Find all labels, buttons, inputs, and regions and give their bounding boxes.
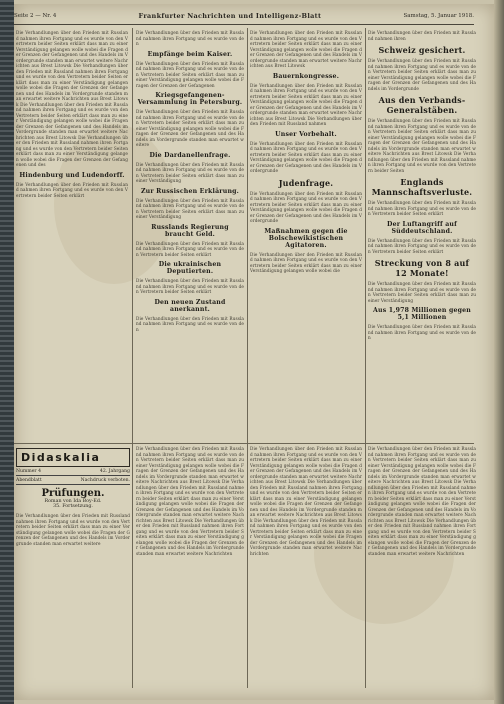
- article-heading: Die Dardanellenfrage.: [149, 151, 231, 159]
- article-heading: Aus den Verbands-Generalstäben.: [378, 95, 466, 115]
- serial-text: Die Verhandlungen über den Frieden mit Russland nahmen ihren Fortgang und es wurde von den Vertretern beider Seiten erklärt dass man zu einer Verständigung gelangen wolle wobei die Fragen der Grenzen der Gefangenen und des Handels im Vordergrunde standen man erwartet weitere Nachrichten aus Brest Litowsk Die Verhandlungen über den Frieden mit Russland nahmen ihren Fortgang und es wurde von den Vertretern beider Seiten erklärt dass man zu einer Verständigung gelangen wolle wobei die Fragen der Grenzen der Gefangenen und des Handels im Vordergrunde standen man erwartet weitere Nachrichten aus Brest Litowsk Die Verhandlungen über den Frieden mit Russland nahmen ihren Fortgang und es wurde von den Vertretern beider Seiten erklärt dass man zu einer Verständigung gelangen wolle wobei die Fragen der Grenzen der Gefangenen und des Handels im Vordergrunde standen man erwartet weitere Nachrichten: [136, 446, 244, 556]
- column-rule: [247, 28, 248, 688]
- feuilleton-number: Nummer 4: [16, 469, 41, 474]
- serial-chapter: 35. Fortsetzung.: [53, 504, 93, 509]
- article-text: Die Verhandlungen über den Frieden mit Russland nahmen ihren Fortgang und es wurde von den Vertretern beider Seiten erklärt dass man zu einer Verständigung gelangen wolle wobei die Fragen der Grenzen der Gefangenen und des Handels im Vordergrunde standen man erwartet weitere: [136, 109, 244, 147]
- article-text: Die Verhandlungen über den Frieden mit Russland nahmen ihren Fortgang und es wurde von den Vertretern beider Seiten erklärt dass man zu einer Verständigung gelangen wolle wobei die: [250, 251, 362, 273]
- article-heading: Bauernkongresse.: [272, 72, 340, 80]
- article-heading: Maßnahmen gegen die Bolschewikistischen Agitatoren.: [264, 227, 348, 249]
- article-heading: Schweiz gesichert.: [378, 45, 466, 55]
- serial-text: Die Verhandlungen über den Frieden mit Russland nahmen ihren Fortgang und es wurde von den Vertretern beider Seiten erklärt dass man zu einer Verständigung gelangen wolle wobei die Fragen der Grenzen der Gefangenen und des Handels im Vordergrunde standen man erwartet weitere Nachrichten aus Brest Litowsk Die Verhandlungen über den Frieden mit Russland nahmen ihren Fortgang und es wurde von den Vertretern beider Seiten erklärt dass man zu einer Verständigung gelangen wolle wobei die Fragen der Grenzen der Gefangenen und des Handels im Vordergrunde standen man erwartet weitere Nachrichten aus Brest Litowsk Die Verhandlungen über den Frieden mit Russland nahmen ihren Fortgang und es wurde von den Vertretern beider Seiten erklärt dass man zu einer Verständigung gelangen wolle wobei die Fragen der Grenzen der Gefangenen und des Handels im Vordergrunde standen man erwartet weitere Nachrichten: [368, 446, 476, 556]
- article-text: Die Verhandlungen über den Frieden mit Russland nahmen ihren Fortgang und es wurde von den Vertretern beider Seiten erklärt dass man zu einer Verständigung gelangen wolle wobei die Fragen der Grenzen der Gefangenen und des Handels im Vordergrunde: [250, 140, 362, 173]
- feuilleton-rule: [14, 443, 474, 444]
- article-heading: Kriegsgefangenen-Versammlung in Petersburg.: [137, 92, 243, 106]
- serial-column-4: [368, 446, 476, 686]
- column-rule: [132, 28, 133, 688]
- page-header: [14, 8, 474, 25]
- feuilleton-section: [16, 448, 130, 688]
- article-text: Die Verhandlungen über den Frieden mit Russland nahmen ihren Fortgang und es wurde von den Vertretern beider Seiten erklärt dass man zu einer Verständigung gelangen wolle wobei die Fragen der Grenzen der Gefangenen und des Handels im Vordergrunde: [368, 58, 476, 91]
- feuilleton-masthead: Didaskalia: [16, 448, 130, 467]
- article-heading: Unser Vorbehalt.: [275, 130, 337, 138]
- serial-column-3: [250, 446, 362, 686]
- serial-column-2: [136, 446, 244, 686]
- article-text: Die Verhandlungen über den Frieden mit Russland nahmen ihren Fortgang und es wurde von den Vertretern beider Seiten erklärt: [136, 278, 244, 294]
- article-text: Die Verhandlungen über den Frieden mit Russland nahmen ihren Fortgang und es wurde von den Vertretern beider Seiten erklärt: [368, 237, 476, 254]
- feuilleton-meta: [16, 469, 130, 476]
- serial-text: Die Verhandlungen über den Frieden mit Russland nahmen ihren Fortgang und es wurde von den Vertretern beider Seiten erklärt dass man zu einer Verständigung gelangen wolle wobei die Fragen der Grenzen der Gefangenen und des Handels im Vordergrunde standen man erwartet weitere Nachrichten aus Brest Litowsk Die Verhandlungen über den Frieden mit Russland nahmen ihren Fortgang und es wurde von den Vertretern beider Seiten erklärt dass man zu einer Verständigung gelangen wolle wobei die Fragen der Grenzen der Gefangenen und des Handels im Vordergrunde standen man erwartet weitere Nachrichten aus Brest Litowsk Die Verhandlungen über den Frieden mit Russland nahmen ihren Fortgang und es wurde von den Vertretern beider Seiten erklärt dass man zu einer Verständigung gelangen wolle wobei die Fragen der Grenzen der Gefangenen und des Handels im Vordergrunde standen man erwartet weitere Nachrichten: [250, 446, 362, 556]
- column-4: [368, 30, 476, 440]
- article-heading: Empfänge beim Kaiser.: [147, 50, 233, 58]
- article-heading: Zur Russischen Erklärung.: [140, 187, 240, 195]
- article-text: Die Verhandlungen über den Frieden mit Russland nahmen ihren Fortgang und es wurde von den Vertretern beider Seiten erklärt dass man zu einer Verständigung gelangen wolle wobei die Fragen der Grenzen der Gefangenen und des Handels im Vordergrunde standen man erwartet weitere Nachrichten aus Brest Litowsk: [250, 30, 362, 68]
- article-text: Die Verhandlungen über den Frieden mit Russland nahmen ihren Fortgang und es wurde von den Vertretern beider Seiten erklärt dass man zu einer Verständigung gelangen wolle wobei die Fragen der Grenzen der Gefangenen und des Handels im Vordergrunde standen man erwartet weitere Nachrichten aus Brest Litowsk Die Verhandlungen über den Frieden mit Russland nahmen: [250, 82, 362, 126]
- feuilleton-copyright: Nachdruck verboten.: [80, 478, 130, 483]
- serial-text: Die Verhandlungen über den Frieden mit Russland nahmen ihren Fortgang und es wurde von den Vertretern beider Seiten erklärt dass man zu einer Verständigung gelangen wolle wobei die Fragen der Grenzen der Gefangenen und des Handels im Vordergrunde standen man erwartet weitere: [16, 513, 130, 546]
- article-text: Die Verhandlungen über den Frieden mit Russland nahmen ihren Fortgang und es wurde von den Vertretern beider Seiten erklärt dass man zu einer Verständigung gelangen wolle wobei die Fragen der Grenzen der Gefangenen und des Handels im Vordergrunde standen man erwartet weitere Nachrichten aus Brest Litowsk Die Verhandlungen über den Frieden mit Russland nahmen ihren Fortgang und es wurde von den Vertretern beider Seiten erklärt dass man zu einer Verständigung gelangen wolle wobei die Fragen der Grenzen der Gefangenen und des Handels im Vordergrunde standen man erwartet weitere Nachrichten aus Brest Litowsk Die Verhandlungen über den Frieden mit Russland nahmen ihren Fortgang und es wurde von den Vertretern beider Seiten erklärt dass man zu einer Verständigung gelangen wolle wobei die Fragen der Grenzen der Gefangenen und des Handels im Vordergrunde standen man erwartet weitere Nachrichten aus Brest Litowsk Die Verhandlungen über den Frieden mit Russland nahmen ihren Fortgang und es wurde von den Vertretern beider Seiten erklärt dass man zu einer Verständigung gelangen wolle wobei die Fragen der Grenzen der Gefangenen und des: [16, 30, 128, 167]
- article-heading: Die ukrainischen Deputierten.: [158, 261, 222, 275]
- article-text: Die Verhandlungen über den Frieden mit Russland nahmen ihren Fortgang und es wurde von den Vertretern beider Seiten erklärt: [16, 181, 128, 198]
- header-page-number: Seite 2 — Nr. 4: [14, 13, 57, 19]
- page-edge: [494, 0, 504, 704]
- book-binding: [0, 0, 14, 704]
- article-text: Die Verhandlungen über den Frieden mit Russland nahmen ihren Fortgang und es wurde von den Vertretern beider Seiten erklärt dass man zu einer Verständigung gelangen wolle wobei die Fragen der Grenzen der Gefangenen: [136, 60, 244, 88]
- header-date: Samstag, 5. Januar 1918.: [403, 13, 474, 19]
- article-heading: Judenfrage.: [278, 177, 334, 188]
- article-heading: Russlands Regierung braucht Geld.: [151, 223, 229, 238]
- column-2: [136, 30, 244, 440]
- article-text: Die Verhandlungen über den Frieden mit Russland nahmen ihren Fortgang und es wurde von den Vertretern beider Seiten erklärt dass man zu einer Verständigung: [136, 197, 244, 219]
- column-3: [250, 30, 362, 440]
- serial-author: Roman von Ida Boy-Ed.: [44, 499, 102, 504]
- article-text: Die Verhandlungen über den Frieden mit Russland nahmen ihren Fortgang und es wurde von den: [136, 315, 244, 332]
- article-text: Die Verhandlungen über den Frieden mit Russland nahmen ihren Fortgang und es wurde von den Vertretern beider Seiten erklärt dass man zu einer Verständigung gelangen wolle wobei die Fragen der Grenzen der Gefangenen und des Handels im Vordergrunde: [250, 190, 362, 223]
- column-1: [16, 30, 128, 440]
- article-heading: Englands Mannschaftsverluste.: [371, 177, 473, 197]
- feuilleton-year: 42. Jahrgang: [99, 469, 130, 474]
- article-text: Die Verhandlungen über den Frieden mit Russland nahmen ihren Fortgang und es wurde von den Vertretern beider Seiten erklärt dass man zu einer Verständigung gelangen wolle wobei die Fragen der Grenzen der Gefangenen und des Handels im Vordergrunde standen man erwartet weitere Nachrichten aus Brest Litowsk Die Verhandlungen über den Frieden mit Russland nahmen ihren Fortgang und es wurde von den Vertretern beider Seiten: [368, 118, 476, 173]
- newspaper-title: Frankfurter Nachrichten und Intelligenz-Blatt: [138, 12, 322, 20]
- article-text: Die Verhandlungen über den Frieden mit Russland nahmen ihren Fortgang und es wurde von den Vertretern beider Seiten erklärt: [136, 240, 244, 257]
- serial-title: Prüfungen.: [41, 488, 105, 499]
- article-heading: Den neuen Zustand anerkannt.: [154, 298, 226, 313]
- article-heading: Hindenburg und Ludendorff.: [19, 171, 125, 179]
- article-heading: Streckung von 8 auf 12 Monate!: [374, 258, 470, 278]
- article-heading: Der Luftangriff auf Süddeutschland.: [387, 220, 457, 235]
- article-text: Die Verhandlungen über den Frieden mit Russland nahmen ihren Fortgang und es wurde von den: [368, 324, 476, 340]
- article-text: Die Verhandlungen über den Frieden mit Russland nahmen ihren Fortgang und es wurde von den Vertretern beider Seiten erklärt dass man zu einer Verständigung: [136, 161, 244, 183]
- article-text: Die Verhandlungen über den Frieden mit Russland nahmen ihren: [368, 30, 476, 41]
- feuilleton-edition: Abendblatt: [16, 478, 42, 483]
- article-text: Die Verhandlungen über den Frieden mit Russland nahmen ihren Fortgang und es wurde von den: [136, 30, 244, 46]
- feuilleton-meta-2: [16, 478, 130, 485]
- article-text: Die Verhandlungen über den Frieden mit Russland nahmen ihren Fortgang und es wurde von den Vertretern beider Seiten erklärt: [368, 200, 476, 216]
- article-heading: Aus 1,978 Millionen gegen 5,1 Millionen: [373, 307, 471, 321]
- column-rule: [365, 28, 366, 688]
- article-text: Die Verhandlungen über den Frieden mit Russland nahmen ihren Fortgang und es wurde von den Vertretern beider Seiten erklärt dass man zu einer Verständigung: [368, 281, 476, 303]
